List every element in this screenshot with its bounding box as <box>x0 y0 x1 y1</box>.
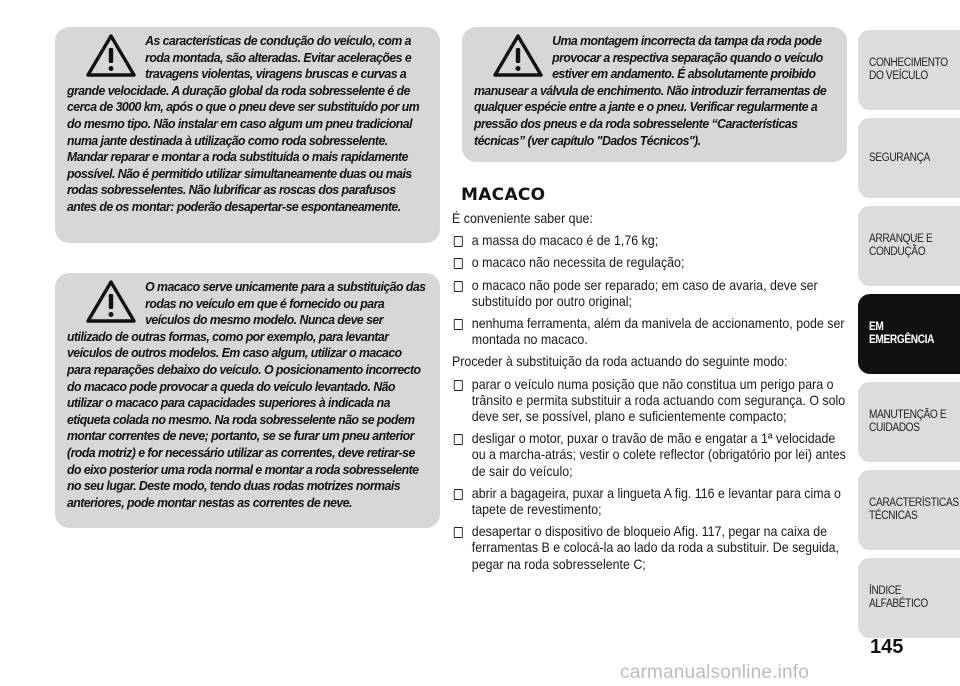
list-item-text: abrir a bagageira, puxar a lingueta A fig. 116 e levantar para cima o tapete de revestimento; <box>471 485 841 518</box>
tab-label: CONHECIMENTO DO VEÍCULO <box>869 57 948 82</box>
tab-seguranca[interactable] <box>858 118 960 198</box>
section-title: MACACO <box>461 185 546 205</box>
list-item-text: o macaco não pode ser reparado; em caso de avaria, deve ser substituído por outro original; <box>471 277 818 309</box>
warning-text: O macaco serve unicamente para a substituição das rodas no veículo em que é fornecido ou para veículos do mesmo modelo. Nunca deve ser utilizado de outras formas, como por exemplo, para levantar veículos de outros modelos. Em caso algum, utilizar o macaco para reparações debaixo do veículo. O posicionamento incorrecto do macaco pode provocar a queda do veículo levantado. Não utilizar o macaco para capacidades superiores à indicada na etiqueta colada no mesmo. Na roda sobresselente não se podem montar correntes de neve; portanto, se se furar um pneu anterior (roda motriz) e for necessário utilizar as correntes, deve retirar-se do eixo posterior uma roda normal e montar a roda sobresselente no seu lugar. Deste modo, tendo duas rodas motrizes normais anteriores, pode montar nestas as correntes de neve. <box>67 279 426 510</box>
tab-label: ÍNDICE ALFABÉTICO <box>869 585 928 610</box>
tab-arranque-e-conducao[interactable] <box>858 206 960 286</box>
section-intro: É conveniente saber que: <box>452 211 593 226</box>
tab-em-emergencia[interactable] <box>858 294 960 374</box>
list-item-text: a massa do macaco é de 1,76 kg; <box>471 233 659 249</box>
list-item <box>452 431 852 480</box>
list-item-text: parar o veículo numa posição que não constitua um perigo para o trânsito e permita substituir a roda actuando com segurança. O solo deve ser, se possível, plano e suficientemente compacto; <box>471 376 846 425</box>
checkbox-bullet-icon <box>454 258 463 269</box>
checkbox-bullet-icon <box>454 380 463 391</box>
procedure-intro: Proceder à substituição da roda actuando do seguinte modo: <box>452 354 788 370</box>
list-item <box>452 233 852 249</box>
list-item-text: o macaco não necessita de regulação; <box>471 255 685 271</box>
warning-box-tampa-roda <box>462 27 847 162</box>
checkbox-bullet-icon <box>454 281 463 292</box>
list-item-text: desligar o motor, puxar o travão de mão e engatar a 1ª velocidade ou a marcha-atrás; vestir o colete reflector (obrigatório por lei) antes de sair do veículo; <box>471 431 846 479</box>
tab-label: EM EMERGÊNCIA <box>869 321 935 346</box>
checkbox-bullet-icon <box>454 489 463 500</box>
checkbox-bullet-icon <box>454 236 463 247</box>
list-item <box>452 316 852 348</box>
warning-text: As características de condução do veículo, com a roda montada, são alteradas. Evitar acelerações e travagens violentas, viragens bruscas e curvas a grande velocidade. A duração global da roda sobresselente é de cerca de 3000 km, após o que o pneu deve ser substituído por um do mesmo tipo. Não instalar em caso algum um pneu tradicional numa jante destinada à utilização como roda sobresselente. Mandar reparar e montar a roda substituída o mais rapidamente possível. Não é permitido utilizar simultaneamente duas ou mais rodas sobresselentes. Não lubrificar as roscas dos parafusos antes de os montar: poderão desapertar-se espontaneamente. <box>67 33 420 214</box>
warning-text: Uma montagem incorrecta da tampa da roda pode provocar a respectiva separação quando o veículo estiver em andamento. É absolutamente proibido manusear a válvula de enchimento. Não introduzir ferramentas de qualquer espécie entre a jante e o pneu. Verificar regularmente a pressão dos pneus e da roda sobresselente “Características técnicas” (ver capítulo "Dados Técnicos"). <box>474 33 827 148</box>
chapter-tabs <box>858 30 960 646</box>
tab-caracteristicas-tecnicas[interactable] <box>858 470 960 550</box>
warning-box-roda-sobresselente <box>55 27 440 243</box>
tab-indice-alfabetico[interactable] <box>858 558 960 638</box>
list-item <box>452 524 852 573</box>
tab-label: CARACTERÍSTICAS TÉCNICAS <box>869 497 959 522</box>
tab-manutencao-e-cuidados[interactable] <box>858 382 960 462</box>
list-item-text: nenhuma ferramenta, além da manivela de accionamento, pode ser montada no macaco. <box>471 316 845 348</box>
checkbox-bullet-icon <box>454 319 463 330</box>
list-item-text: desapertar o dispositivo de bloqueio Afig. 117, pegar na caixa de ferramentas B e colocá-la ao lado da roda a substituir. De seguida, pegar na roda sobresselente C; <box>471 524 840 572</box>
watermark: carmanualsonline.info <box>620 662 810 683</box>
tab-conhecimento-do-veiculo[interactable] <box>858 30 960 110</box>
page-number: 145 <box>870 636 904 658</box>
tab-label: ARRANQUE E CONDUÇÃO <box>869 233 933 258</box>
checkbox-bullet-icon <box>454 434 463 445</box>
checkbox-bullet-icon <box>454 527 463 538</box>
list-item <box>452 377 852 426</box>
list-item <box>452 278 852 310</box>
tab-label: MANUTENÇÃO E CUIDADOS <box>869 409 947 434</box>
section-body <box>452 211 852 579</box>
list-item <box>452 255 852 271</box>
tab-label: SEGURANÇA <box>869 151 930 164</box>
list-item <box>452 486 852 518</box>
warning-box-macaco <box>55 273 440 528</box>
